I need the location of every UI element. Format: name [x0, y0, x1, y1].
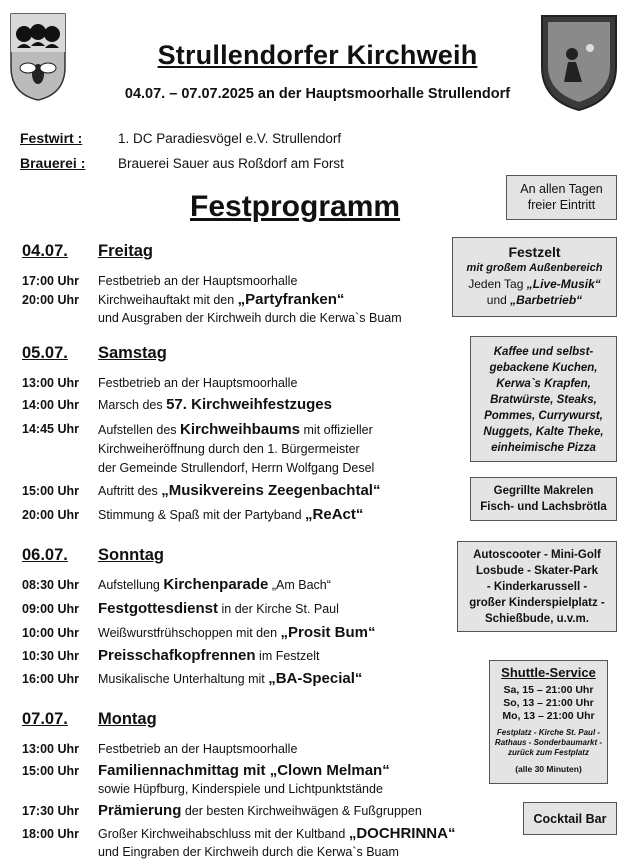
event-text: der besten Kirchweihwägen & Fußgruppen	[181, 804, 422, 818]
event-time: 17:00 Uhr	[22, 274, 79, 288]
event-text: Aufstellen des	[98, 423, 180, 437]
event-highlight: Kirchweihbaums	[180, 421, 301, 438]
day-date: 05.07.	[22, 344, 68, 362]
shuttle-box	[489, 660, 608, 784]
event-highlight: Prämierung	[98, 802, 182, 819]
box-line: Kerwa`s Krapfen,	[496, 378, 591, 390]
event-highlight: „BA-Special“	[268, 670, 363, 687]
event-highlight: Festgottesdienst	[98, 600, 219, 617]
box-line: großer Kinderspielplatz -	[469, 597, 605, 609]
shuttle-time: So, 13 – 21:00 Uhr	[503, 697, 594, 709]
event-time: 13:00 Uhr	[22, 376, 79, 390]
box-line: Bratwürste, Steaks,	[490, 394, 597, 406]
event-text: der Gemeinde Strullendorf, Herrn Wolfgang Desel	[98, 461, 375, 475]
box-line: Gegrillte Makrelen	[493, 485, 594, 497]
festzelt-subtitle: mit großem Außenbereich	[466, 262, 603, 274]
food-box	[470, 336, 617, 462]
event-time: 10:00 Uhr	[22, 626, 79, 640]
event-time: 14:00 Uhr	[22, 398, 79, 412]
shuttle-route: Rathaus - Sonderbaumarkt -	[494, 738, 603, 747]
festwirt-value: 1. DC Paradiesvögel e.V. Strullendorf	[118, 131, 342, 146]
event-time: 20:00 Uhr	[22, 508, 79, 522]
box-line: gebackene Kuchen,	[489, 362, 598, 374]
event-highlight: „Musikvereins Zeegenbachtal“	[161, 482, 381, 499]
event-text: Kirchweihauftakt mit den	[98, 293, 238, 307]
cocktail-bar-box: Cocktail Bar	[523, 802, 617, 835]
event-time: 18:00 Uhr	[22, 827, 79, 841]
event-highlight: Kirchenparade	[163, 576, 269, 593]
event-text: in der Kirche St. Paul	[218, 602, 339, 616]
box-line: einheimische Pizza	[491, 442, 596, 454]
event-time: 08:30 Uhr	[22, 578, 79, 592]
event-text: Festbetrieb an der Hauptsmoorhalle	[98, 376, 298, 390]
day-date: 07.07.	[22, 710, 68, 728]
shuttle-time: Mo, 13 – 21:00 Uhr	[502, 710, 595, 722]
fish-box	[470, 477, 617, 521]
day-date: 04.07.	[22, 242, 68, 260]
event-time: 13:00 Uhr	[22, 742, 79, 756]
event-text: im Festzelt	[255, 649, 320, 663]
brauerei-label: Brauerei :	[20, 155, 86, 171]
event-text: sowie Hüpfburg, Kinderspiele und Lichtpunktstände	[98, 782, 383, 796]
day-name: Freitag	[98, 242, 154, 260]
box-line: Autoscooter - Mini-Golf	[473, 549, 601, 561]
box-line: Fisch- und Lachsbrötla	[480, 501, 607, 513]
shuttle-route: Festplatz - Kirche St. Paul -	[496, 728, 601, 737]
event-text: Festbetrieb an der Hauptsmoorhalle	[98, 742, 298, 756]
event-text: Festbetrieb an der Hauptsmoorhalle	[98, 274, 298, 288]
rides-box	[457, 541, 617, 632]
event-time: 14:45 Uhr	[22, 422, 79, 436]
event-text: und Eingraben der Kirchweih durch die Kerwa`s Buam	[98, 845, 399, 859]
event-highlight: Preisschafkopfrennen	[98, 647, 256, 664]
event-text: „Am Bach“	[268, 578, 331, 592]
event-text: Großer Kirchweihabschluss mit der Kultband	[98, 827, 349, 841]
day-name: Sonntag	[98, 546, 164, 564]
event-time: 17:30 Uhr	[22, 804, 79, 818]
box-line: - Kinderkarussell -	[486, 581, 588, 593]
shuttle-route: zurück zum Festplatz	[508, 748, 589, 757]
shuttle-title: Shuttle-Service	[501, 665, 596, 680]
box-line: freier Eintritt	[527, 198, 596, 212]
day-date: 06.07.	[22, 546, 68, 564]
event-time: 09:00 Uhr	[22, 602, 79, 616]
event-highlight: „Partyfranken“	[237, 291, 345, 308]
event-highlight: „ReAct“	[305, 506, 364, 523]
event-text: und Ausgraben der Kirchweih durch die Kerwa`s Buam	[98, 311, 402, 325]
box-line: Losbude - Skater-Park	[475, 565, 599, 577]
free-entry-box	[506, 175, 617, 220]
box-line: Kaffee und selbst-	[493, 346, 594, 358]
box-text: Jeden Tag	[468, 277, 527, 291]
festwirt-label: Festwirt :	[20, 130, 83, 146]
box-text: und	[486, 293, 511, 307]
event-text: Marsch des	[98, 398, 167, 412]
festzelt-title: Festzelt	[508, 244, 561, 260]
event-time: 10:30 Uhr	[22, 649, 79, 663]
event-text: mit offizieller	[300, 423, 373, 437]
event-text: Weißwurstfrühschoppen mit den	[98, 626, 281, 640]
event-highlight: Familiennachmittag mit „Clown Melman“	[98, 762, 390, 779]
box-line: Nuggets, Kalte Theke,	[483, 426, 604, 438]
shuttle-note: (alle 30 Minuten)	[515, 764, 582, 774]
event-dates: 04.07. – 07.07.2025 an der Hauptsmoorhalle Strullendorf	[124, 86, 511, 102]
event-text: Musikalische Unterhaltung mit	[98, 672, 269, 686]
event-time: 15:00 Uhr	[22, 484, 79, 498]
brauerei-value: Brauerei Sauer aus Roßdorf am Forst	[118, 156, 344, 171]
event-time: 16:00 Uhr	[22, 672, 79, 686]
day-name: Samstag	[98, 344, 167, 362]
box-text: „Live-Musik“	[526, 277, 601, 291]
event-time: 20:00 Uhr	[22, 293, 79, 307]
day-name: Montag	[98, 710, 157, 728]
box-line: Schießbude, u.v.m.	[485, 613, 589, 625]
event-highlight: „DOCHRINNA“	[348, 825, 456, 842]
box-line: Pommes, Currywurst,	[484, 410, 603, 422]
page-title: Strullendorfer Kirchweih	[157, 40, 478, 70]
event-highlight: „Prosit Bum“	[280, 624, 376, 641]
event-text: Kirchweiheröffnung durch den 1. Bürgermeister	[98, 442, 360, 456]
program-title: Festprogramm	[190, 190, 401, 223]
event-text: Aufstellung	[98, 578, 164, 592]
event-text: Stimmung & Spaß mit der Partyband	[98, 508, 306, 522]
event-text: Auftritt des	[98, 484, 162, 498]
box-line: An allen Tagen	[520, 182, 603, 196]
shuttle-time: Sa, 15 – 21:00 Uhr	[503, 684, 594, 696]
box-text: „Barbetrieb“	[510, 293, 583, 307]
event-highlight: 57. Kirchweihfestzuges	[166, 396, 332, 413]
event-time: 15:00 Uhr	[22, 764, 79, 778]
